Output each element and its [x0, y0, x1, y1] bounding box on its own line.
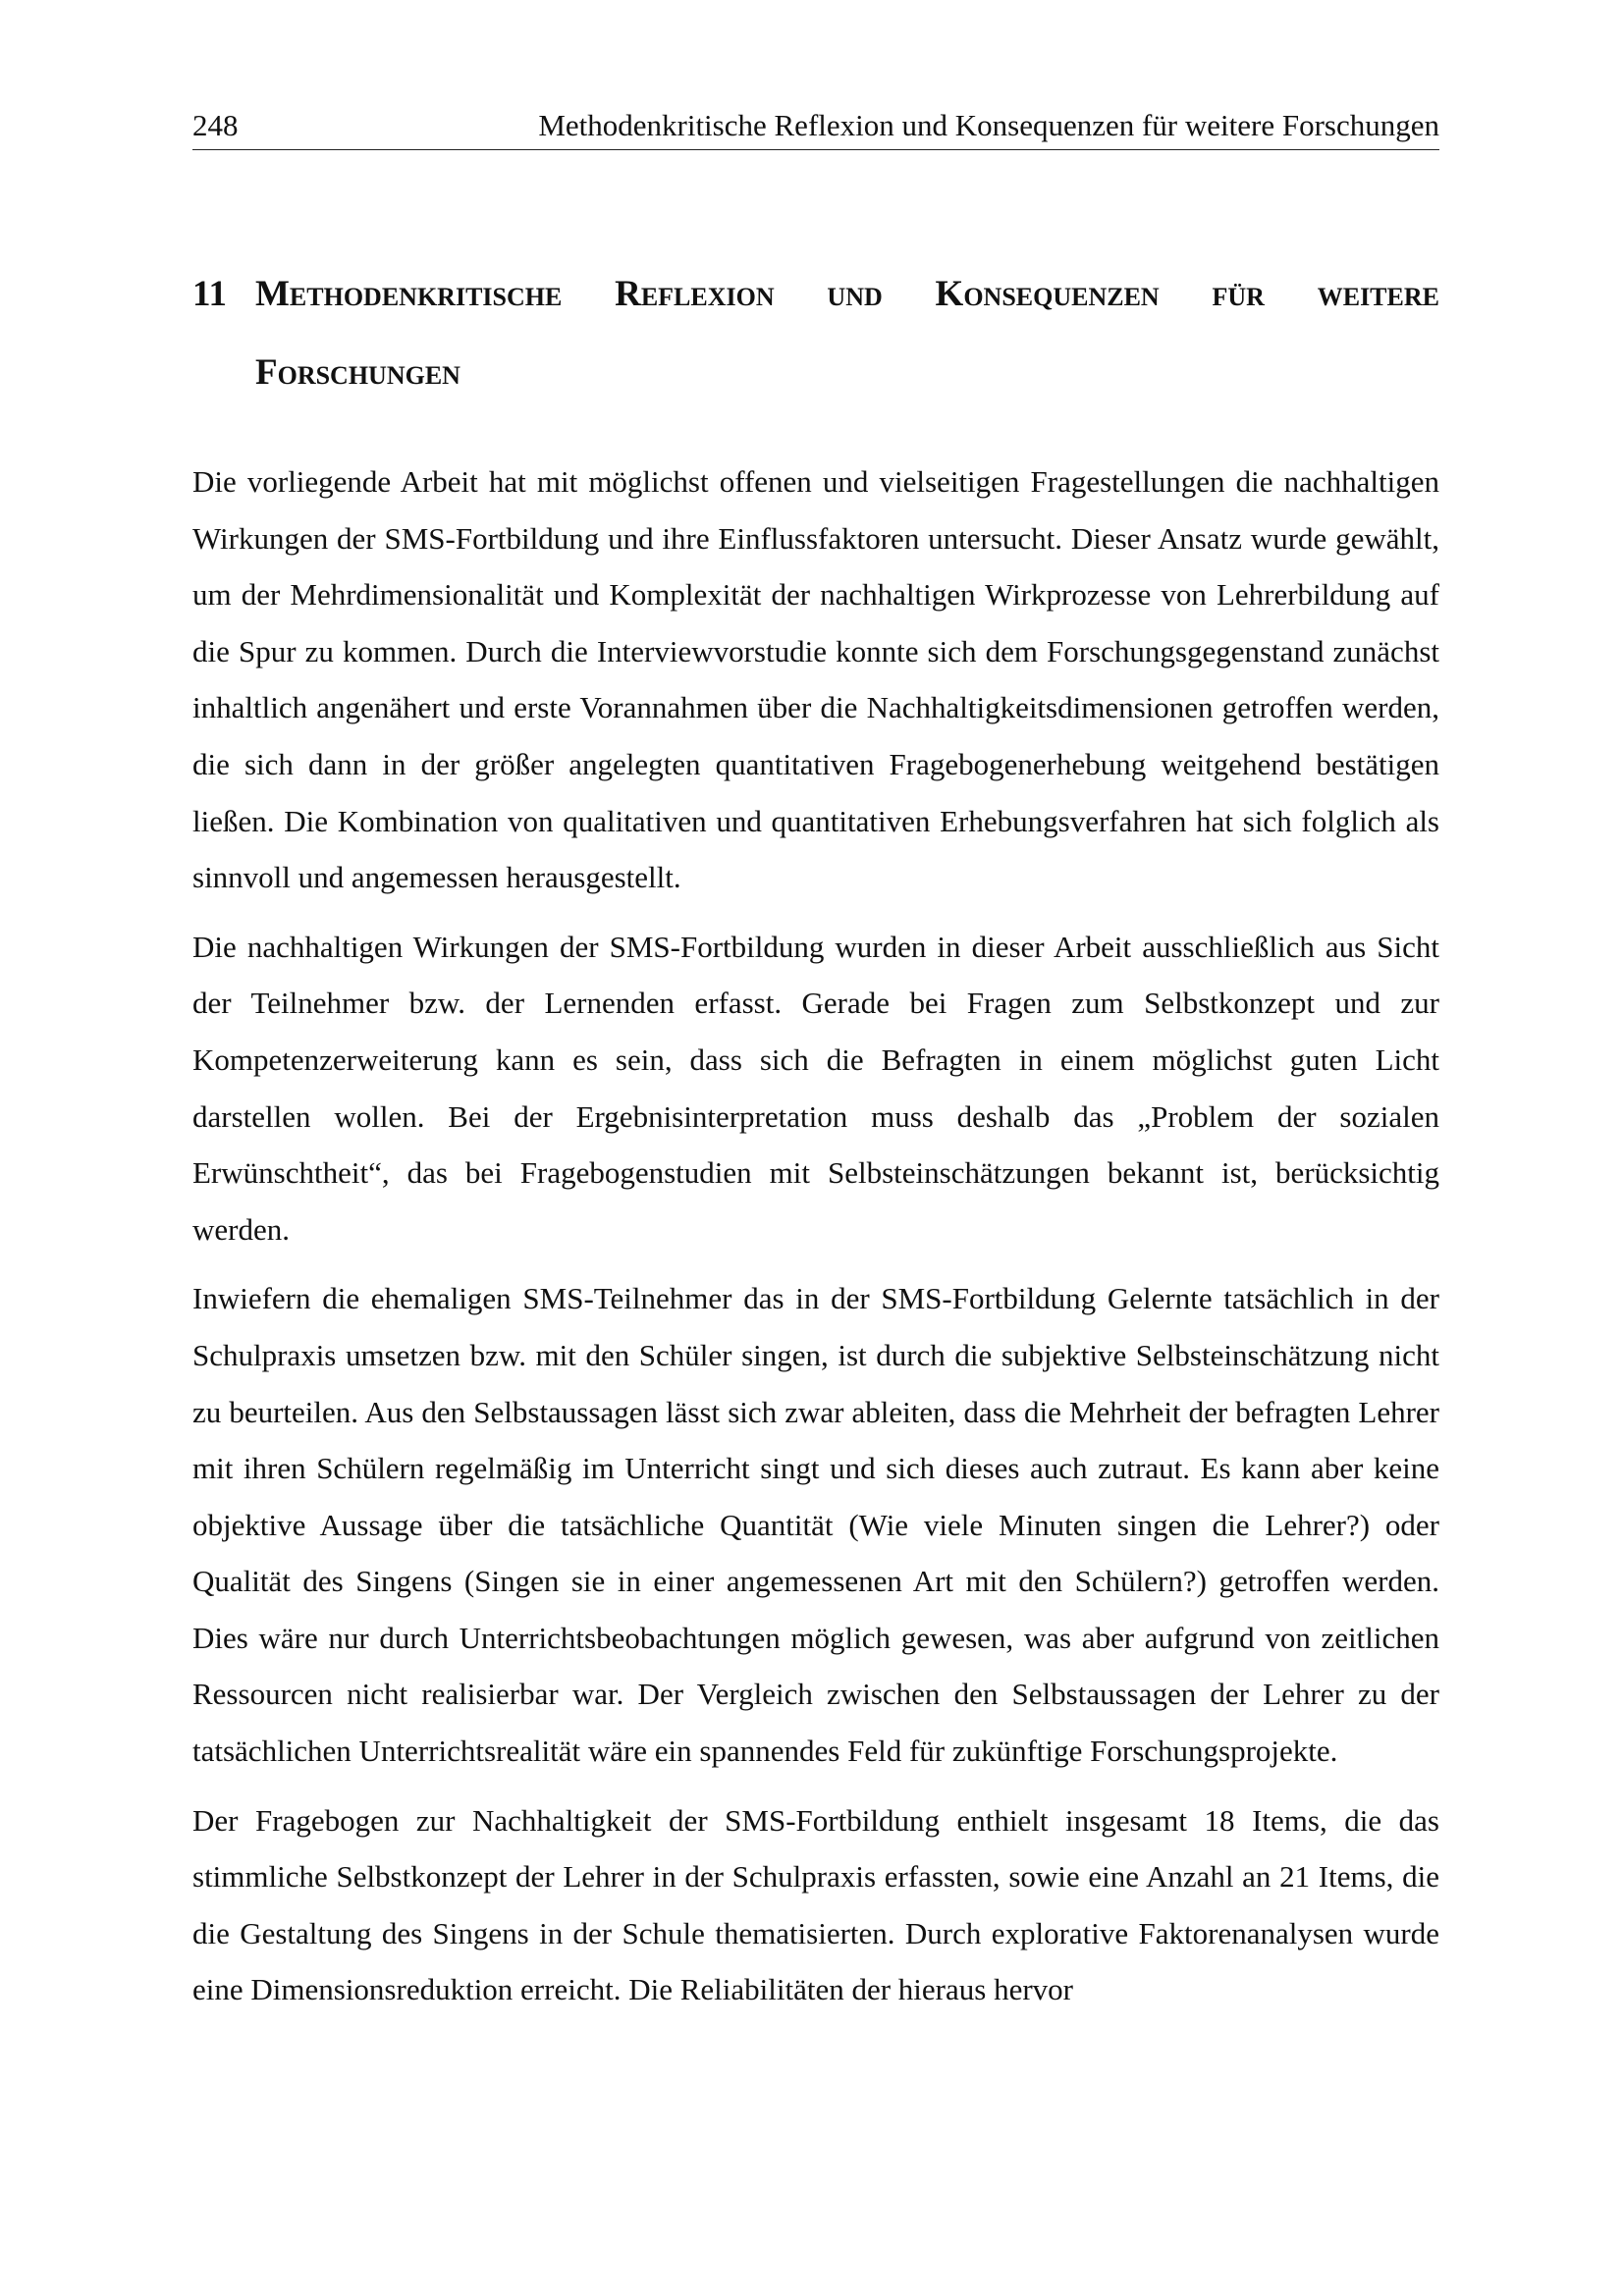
paragraph: Der Fragebogen zur Nachhaltigkeit der SMS-Fortbildung enthielt insgesamt 18 Items, die das stimmliche Selbstkonzept der Lehrer in der Schulpraxis erfassten, sowie eine Anzahl an 21 Items, die die Gestaltung des Singens in der Schule thematisierten. Durch explorative Faktorenanalysen wurde eine Dimensionsreduktion erreicht. Die Reliabilitäten der hieraus hervor	[192, 1802, 1439, 2007]
running-header	[192, 106, 1439, 150]
paragraph: Inwiefern die ehemaligen SMS-Teilnehmer das in der SMS-Fortbildung Gelernte tatsächlich in der Schulpraxis umsetzen bzw. mit den Schüler singen, ist durch die subjektive Selbsteinschätzung nicht zu beurteilen. Aus den Selbstaussagen lässt sich zwar ableiten, dass die Mehrheit der befragten Lehrer mit ihren Schülern regelmäßig im Unterricht singt und sich dieses auch zutraut. Es kann aber keine objektive Aussage über die tatsächliche Quantität (Wie viele Minuten singen die Lehrer?) oder Qualität des Singens (Singen sie in einer angemessenen Art mit den Schülern?) getroffen werden. Dies wäre nur durch Unterrichtsbeobachtungen möglich gewesen, was aber aufgrund von zeitlichen Ressourcen nicht realisierbar war. Der Vergleich zwischen den Selbstaussagen der Lehrer zu der tatsächlichen Unterrichtsrealität wäre ein spannendes Feld für zukünftige Forschungsprojekte.	[192, 1281, 1439, 1769]
paragraph: Die vorliegende Arbeit hat mit möglichst offenen und vielseitigen Fragestellungen die nachhaltigen Wirkungen der SMS-Fortbildung und ihre Einflussfaktoren untersucht. Dieser Ansatz wurde gewählt, um der Mehrdimensionalität und Komplexität der nachhaltigen Wirkprozesse von Lehrerbildung auf die Spur zu kommen. Durch die Interviewvorstudie konnte sich dem Forschungsgegenstand zunächst inhaltlich angenähert und erste Vorannahmen über die Nachhaltigkeitsdimensionen getroffen werden, die sich dann in der größer angelegten quantitativen Fragebogenerhebung weitgehend bestätigen ließen. Die Kombination von qualitativen und quantitativen Erhebungsverfahren hat sich folglich als sinnvoll und angemessen herausgestellt.	[192, 464, 1439, 895]
page-number: 248	[192, 108, 239, 142]
body-text	[192, 454, 1439, 2031]
paragraph: Die nachhaltigen Wirkungen der SMS-Fortbildung wurden in dieser Arbeit ausschließlich aus Sicht der Teilnehmer bzw. der Lernenden erfasst. Gerade bei Fragen zum Selbstkonzept und zur Kompetenzerweiterung kann es sein, dass sich die Befragten in einem möglichst guten Licht darstellen wollen. Bei der Ergebnisinterpretation muss deshalb das „Problem der sozialen Erwünschtheit“, das bei Fragebogenstudien mit Selbsteinschätzungen bekannt ist, berücksichtig werden.	[192, 929, 1439, 1247]
chapter-heading	[192, 255, 1439, 412]
chapter-title: Methodenkritische Reflexion und Konsequenzen für weitere Forschungen	[255, 274, 1439, 393]
running-title: Methodenkritische Reflexion und Konsequenzen für weitere Forschungen	[538, 108, 1439, 142]
chapter-number: 11	[192, 274, 227, 314]
document-page	[192, 0, 1439, 2296]
